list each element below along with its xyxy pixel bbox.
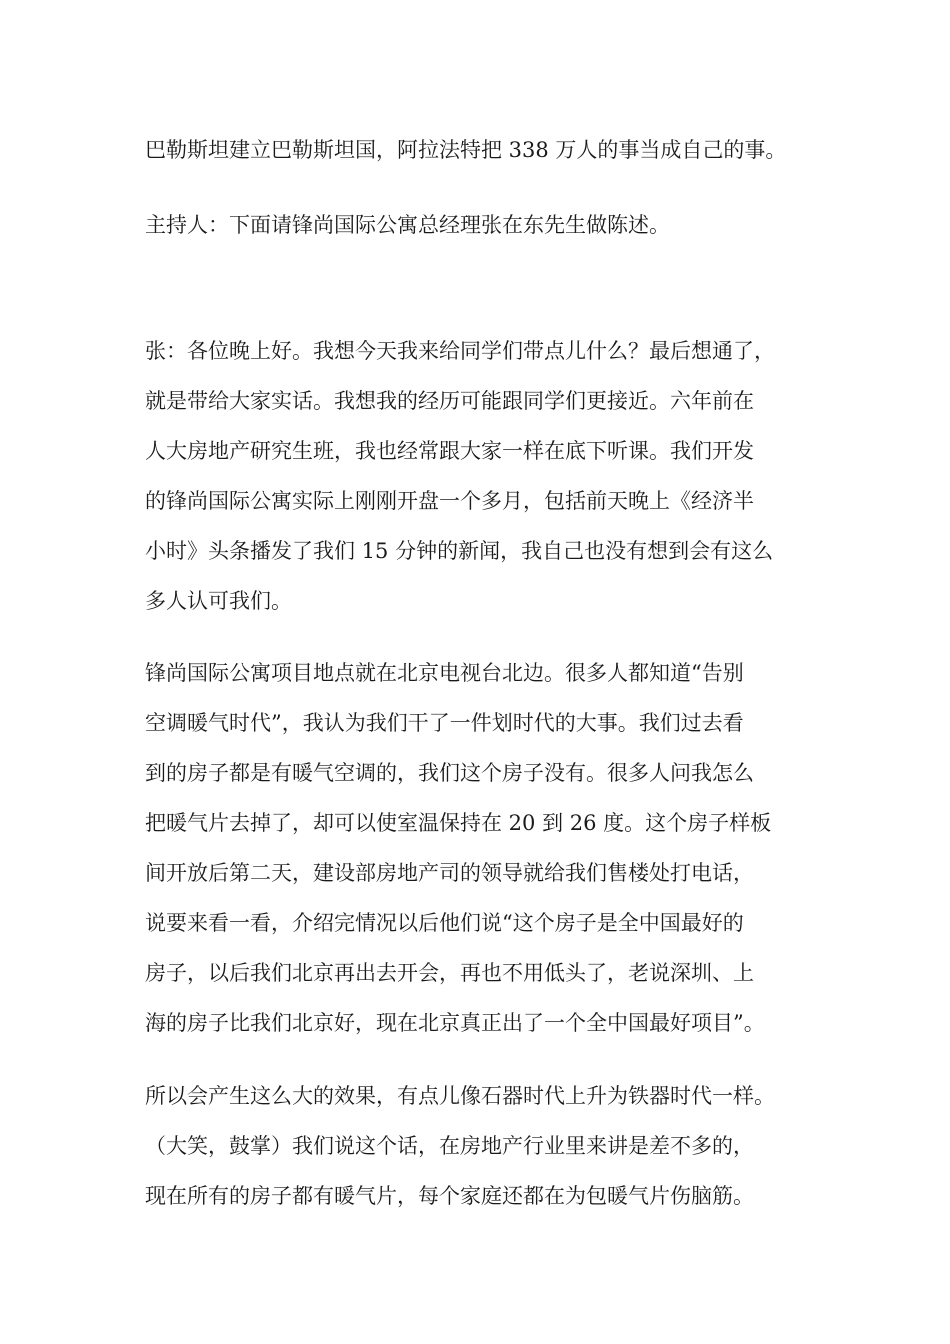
paragraph-line: 说要来看一看，介绍完情况以后他们说“这个房子是全中国最好的 — [145, 911, 744, 935]
paragraph-line: 所以会产生这么大的效果，有点儿像石器时代上升为铁器时代一样。 — [145, 1084, 775, 1108]
paragraph-line: 把暖气片去掉了，却可以使室温保持在 20 到 26 度。这个房子样板 — [145, 811, 772, 835]
paragraph-line: 主持人：下面请锋尚国际公寓总经理张在东先生做陈述。 — [145, 213, 670, 237]
paragraph-line: 空调暖气时代”，我认为我们干了一件划时代的大事。我们过去看 — [145, 711, 744, 735]
paragraph-line: 间开放后第二天，建设部房地产司的领导就给我们售楼处打电话， — [145, 861, 754, 885]
paragraph-4 — [145, 648, 825, 1048]
paragraph-line: 海的房子比我们北京好，现在北京真正出了一个全中国最好项目”。 — [145, 1011, 765, 1035]
paragraph-5 — [145, 1071, 825, 1221]
paragraph-line: 锋尚国际公寓项目地点就在北京电视台北边。很多人都知道“告别 — [145, 661, 744, 685]
paragraph-line: 到的房子都是有暖气空调的，我们这个房子没有。很多人问我怎么 — [145, 761, 754, 785]
paragraph-line: 巴勒斯坦建立巴勒斯坦国，阿拉法特把 338 万人的事当成自己的事。 — [145, 138, 787, 162]
paragraph-line: （大笑，鼓掌）我们说这个话，在房地产行业里来讲是差不多的， — [145, 1134, 754, 1158]
paragraph-line: 就是带给大家实话。我想我的经历可能跟同学们更接近。六年前在 — [145, 389, 754, 413]
paragraph-line: 人大房地产研究生班，我也经常跟大家一样在底下听课。我们开发 — [145, 439, 754, 463]
paragraph-line: 张：各位晚上好。我想今天我来给同学们带点儿什么？最后想通了， — [145, 339, 775, 363]
paragraph-line: 现在所有的房子都有暖气片，每个家庭还都在为包暖气片伤脑筋。 — [145, 1184, 754, 1208]
paragraph-2 — [145, 200, 825, 250]
paragraph-line: 多人认可我们。 — [145, 589, 292, 613]
paragraph-line: 房子，以后我们北京再出去开会，再也不用低头了，老说深圳、上 — [145, 961, 754, 985]
paragraph-line: 小时》头条播发了我们 15 分钟的新闻，我自己也没有想到会有这么 — [145, 539, 774, 563]
paragraph-1 — [145, 125, 825, 175]
paragraph-line: 的锋尚国际公寓实际上刚刚开盘一个多月，包括前天晚上《经济半 — [145, 489, 754, 513]
paragraph-3 — [145, 326, 825, 626]
